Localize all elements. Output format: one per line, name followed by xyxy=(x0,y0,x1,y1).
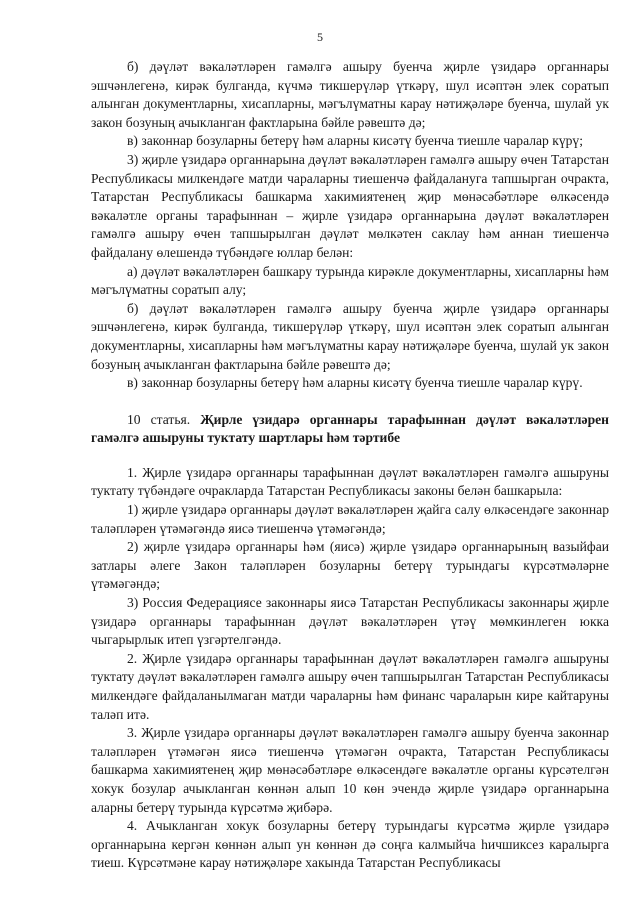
paragraph: 2) җирле үзидарә органнары һәм (яисә) җирле үзидарә органнарының вазыйфаи затлары әлеге Закон таләпләрен бозуларны бетерү турындагы күрсәтмәләрне үтәмәгәндә; xyxy=(91,539,609,592)
paragraph: 3. Җирле үзидарә органнары дәүләт вәкаләтләрен гамәлгә ашыру буенча законнар таләпләрен үтәмәгән яисә тиешенчә үтәмәгән очракта, Татарстан Республикасы башкарма хакимиятенең җир мөнәсәбәтләре өлкәсендәге вәкаләтле органы күрсәтелгән хокук бозулар ачыкланган көннән алып 10 көн эчендә җирле үзидарә органнарына аларны бетерү турында күрсәтмә җибәрә. xyxy=(91,725,609,815)
document-body xyxy=(91,58,609,873)
article-title: Җирле үзидарә органнары тарафыннан дәүләт вәкаләтләрен гамәлгә ашыруны туктату шартлары һәм тәртибе xyxy=(91,411,609,446)
paragraph: 3) җирле үзидарә органнарына дәүләт вәкаләтләрен гамәлгә ашыру өчен Татарстан Республикасы милкендәге матди чараларны тиешенчә файдалануга тапшырган очракта, Татарстан Республикасы башкарма хакимиятенең җир мөнәсәбәтләре өлкәсендә вәкаләтле органы тарафыннан – җирле үзидарә органнарына дәүләт вәкаләтләрен гамәлгә ашыру өчен тапшырылган дәүләт мөлкәтен саклау һәм аннан тиешенчә файдалану өлешендә түбәндәге юллар белән: xyxy=(91,151,609,260)
paragraph: в) законнар бозуларны бетерү һәм аларны кисәтү буенча тиешле чаралар күрү. xyxy=(127,375,583,391)
paragraph: а) дәүләт вәкаләтләрен башкару турында кирәкле документларны, хисапларны һәм мәгълүматны соратып алу; xyxy=(91,263,609,298)
paragraph: б) дәүләт вәкаләтләрен гамәлгә ашыру буенча җирле үзидарә органнары эшчәнлегенә, кирәк булганда, күчмә тикшерүләр үткәрү, шул исәптән элек соратып алынган документларны, хисапларны, мәгълүматны карау нәтиҗәләре буенча, шулай ук закон бозуның ачыкланган фактларына бәйле рәвештә дә; xyxy=(91,59,609,130)
paragraph: 1. Җирле үзидарә органнары тарафыннан дәүләт вәкаләтләрен гамәлгә ашыруны туктату түбәндәге очракларда Татарстан Республикасы законы белән башкарыла: xyxy=(91,464,609,499)
article-number: 10 статья. xyxy=(127,411,191,427)
paragraph: 4. Ачыкланган хокук бозуларны бетерү турындагы күрсәтмә җирле үзидарә органнарына кергән көннән алып ун көннән дә соңга калмыйча һичшиксез каралырга тиеш. Күрсәтмәне карау нәтиҗәләре хакында Татарстан Республикасы xyxy=(91,818,609,871)
page-number: 5 xyxy=(317,30,323,44)
paragraph: 2. Җирле үзидарә органнары тарафыннан дәүләт вәкаләтләрен гамәлгә ашыруны туктату дәүләт вәкаләтләрен гамәлгә ашыру өчен тапшырылган Татарстан Республикасы милкендәге файдаланылмаган матди чараларны һәм финанс чараларын кире кайтаруны таләп итә. xyxy=(91,650,609,722)
paragraph: 3) Россия Федерациясе законнары яисә Татарстан Республикасы законнары җирле үзидарә органнары тарафыннан дәүләт вәкаләтләрен үтәү мөмкинлеген юкка чыгарырлык итеп үзгәртелгәндә. xyxy=(91,595,609,648)
paragraph: б) дәүләт вәкаләтләрен гамәлгә ашыру буенча җирле үзидарә органнары эшчәнлегенә, кирәк булганда, тикшерүләр үткәрү, шул исәптән элек соратып алынган документларны, хисапларны һәм мәгълүматны карау нәтиҗәләре буенча, шулай ук закон бозуның ачыкланган фактларына бәйле рәвештә дә; xyxy=(91,300,609,372)
article-heading xyxy=(91,411,609,448)
paragraph: в) законнар бозуларны бетерү һәм аларны кисәтү буенча тиешле чаралар күрү; xyxy=(127,133,584,149)
paragraph: 1) җирле үзидарә органнары дәүләт вәкаләтләрен җайга салу өлкәсендәге законнар таләпләрен үтәмәгәндә яисә тиешенчә үтәмәгәндә; xyxy=(91,502,609,536)
